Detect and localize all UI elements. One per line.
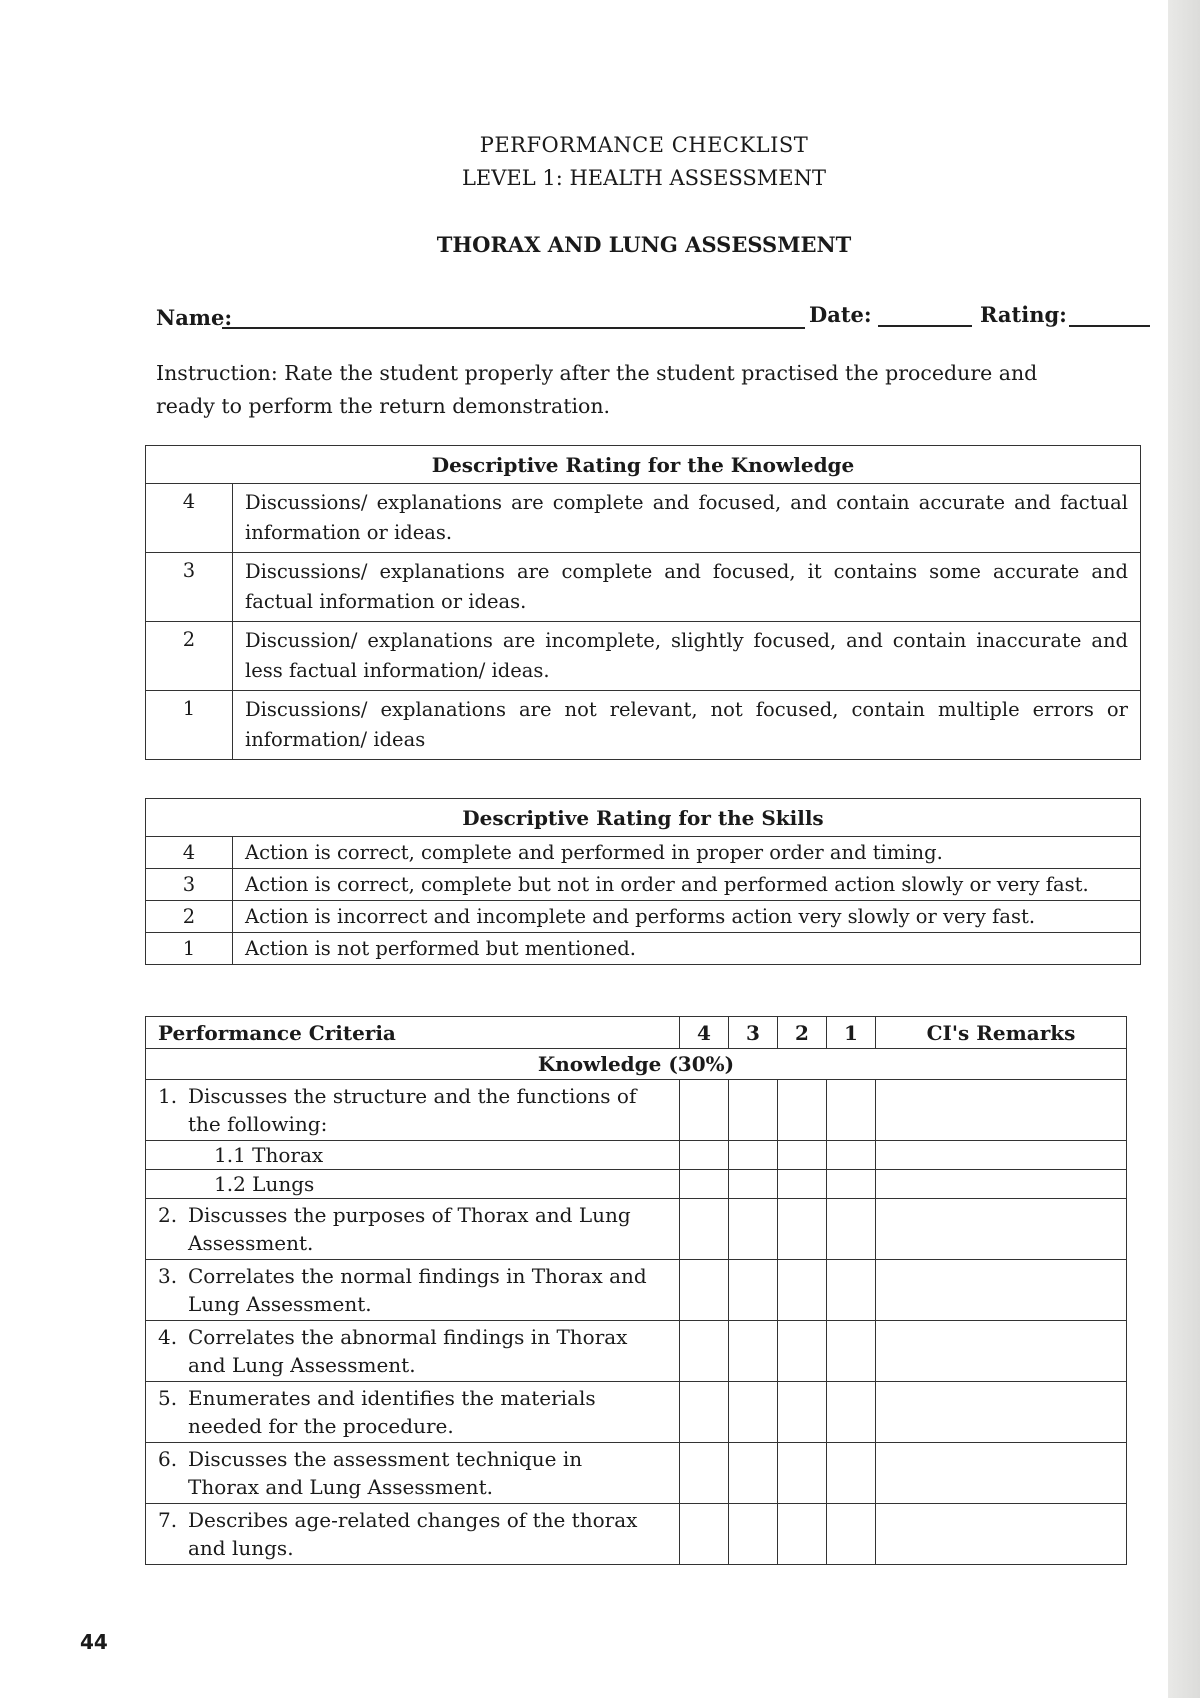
remarks-cell[interactable] [876, 1080, 1127, 1141]
score-cell-1[interactable] [827, 1199, 876, 1260]
knowledge-rating-row [146, 622, 1141, 691]
date-label: Date: [809, 302, 872, 327]
page-number: 44 [80, 1630, 108, 1654]
score-cell-2[interactable] [778, 1199, 827, 1260]
rating-description: Discussions/ explanations are complete and focused, it contains some accurate and factual information or ideas. [233, 553, 1141, 622]
score-cell-3[interactable] [729, 1504, 778, 1565]
criteria-number: 6. [158, 1447, 178, 1471]
score-cell-3[interactable] [729, 1443, 778, 1504]
rating-score: 3 [146, 553, 233, 622]
score-cell-1[interactable] [827, 1382, 876, 1443]
remarks-cell[interactable] [876, 1504, 1127, 1565]
rating-score: 1 [146, 933, 233, 965]
score-cell-3[interactable] [729, 1170, 778, 1199]
score-cell-3[interactable] [729, 1080, 778, 1141]
knowledge-rating-table [145, 445, 1141, 760]
skills-rating-row [146, 837, 1141, 869]
remarks-cell[interactable] [876, 1199, 1127, 1260]
criteria-item-row [146, 1504, 1127, 1565]
criteria-item [146, 1382, 680, 1443]
remarks-cell[interactable] [876, 1170, 1127, 1199]
score-cell-3[interactable] [729, 1199, 778, 1260]
score-cell-4[interactable] [680, 1321, 729, 1382]
criteria-item [146, 1080, 680, 1141]
score-cell-3[interactable] [729, 1141, 778, 1170]
score-header-2: 2 [778, 1017, 827, 1049]
knowledge-rating-row [146, 484, 1141, 553]
score-cell-2[interactable] [778, 1382, 827, 1443]
rating-score: 4 [146, 484, 233, 553]
score-cell-4[interactable] [680, 1080, 729, 1141]
name-label: Name: [156, 305, 233, 330]
rating-score: 2 [146, 622, 233, 691]
skills-rating-row [146, 933, 1141, 965]
criteria-item [146, 1443, 680, 1504]
score-header-4: 4 [680, 1017, 729, 1049]
rating-description: Action is correct, complete but not in order and performed action slowly or very fast. [233, 869, 1141, 901]
remarks-header: CI's Remarks [876, 1017, 1127, 1049]
criteria-number: 5. [158, 1386, 178, 1410]
score-cell-2[interactable] [778, 1080, 827, 1141]
score-cell-4[interactable] [680, 1170, 729, 1199]
criteria-subitem: 1.1 Thorax [146, 1141, 680, 1170]
skills-rating-heading: Descriptive Rating for the Skills [146, 799, 1141, 837]
criteria-item-row [146, 1443, 1127, 1504]
remarks-cell[interactable] [876, 1321, 1127, 1382]
criteria-subitem-row [146, 1170, 1127, 1199]
score-cell-2[interactable] [778, 1170, 827, 1199]
criteria-item [146, 1504, 680, 1565]
rating-score: 4 [146, 837, 233, 869]
knowledge-rating-row [146, 691, 1141, 760]
criteria-number: 7. [158, 1508, 178, 1532]
rating-score: 3 [146, 869, 233, 901]
score-cell-4[interactable] [680, 1382, 729, 1443]
score-cell-1[interactable] [827, 1080, 876, 1141]
score-cell-4[interactable] [680, 1260, 729, 1321]
criteria-item-row [146, 1382, 1127, 1443]
instruction-text: Instruction: Rate the student properly after the student practised the procedure and ready to perform the return demonstration. [156, 361, 1038, 418]
criteria-text: Discusses the assessment technique in Thorax and Lung Assessment. [188, 1447, 583, 1499]
skills-rating-table [145, 798, 1141, 965]
remarks-cell[interactable] [876, 1260, 1127, 1321]
criteria-number: 4. [158, 1325, 178, 1349]
rating-score: 2 [146, 901, 233, 933]
score-cell-2[interactable] [778, 1321, 827, 1382]
score-cell-2[interactable] [778, 1260, 827, 1321]
criteria-number: 3. [158, 1264, 178, 1288]
rating-score: 1 [146, 691, 233, 760]
knowledge-rating-heading: Descriptive Rating for the Knowledge [146, 446, 1141, 484]
score-cell-1[interactable] [827, 1141, 876, 1170]
checklist-heading: PERFORMANCE CHECKLIST [479, 133, 809, 157]
criteria-number: 1. [158, 1084, 178, 1108]
skills-rating-row [146, 869, 1141, 901]
remarks-cell[interactable] [876, 1141, 1127, 1170]
knowledge-section-row: Knowledge (30%) [146, 1049, 1127, 1080]
criteria-text: Discusses the purposes of Thorax and Lung Assessment. [188, 1203, 631, 1255]
knowledge-rating-row [146, 553, 1141, 622]
criteria-subitem-row [146, 1141, 1127, 1170]
criteria-text: Correlates the normal findings in Thorax and Lung Assessment. [188, 1264, 647, 1316]
document-title: THORAX AND LUNG ASSESSMENT [436, 232, 852, 257]
criteria-text: Enumerates and identifies the materials needed for the procedure. [188, 1386, 596, 1438]
score-cell-3[interactable] [729, 1321, 778, 1382]
score-cell-1[interactable] [827, 1260, 876, 1321]
rating-description: Action is not performed but mentioned. [233, 933, 1141, 965]
rating-description: Discussions/ explanations are complete and focused, and contain accurate and factual information or ideas. [233, 484, 1141, 553]
score-cell-2[interactable] [778, 1504, 827, 1565]
criteria-number: 2. [158, 1203, 178, 1227]
score-cell-3[interactable] [729, 1382, 778, 1443]
criteria-text: Describes age-related changes of the thorax and lungs. [188, 1508, 638, 1560]
score-cell-4[interactable] [680, 1504, 729, 1565]
score-cell-4[interactable] [680, 1141, 729, 1170]
rating-description: Discussions/ explanations are not relevant, not focused, contain multiple errors or information/ ideas [233, 691, 1141, 760]
name-line[interactable] [222, 327, 805, 329]
score-cell-2[interactable] [778, 1443, 827, 1504]
skills-rating-row [146, 901, 1141, 933]
rating-label: Rating: [980, 302, 1067, 327]
score-cell-2[interactable] [778, 1141, 827, 1170]
criteria-item [146, 1321, 680, 1382]
criteria-item [146, 1260, 680, 1321]
performance-criteria-table [145, 1016, 1127, 1565]
date-line[interactable] [878, 325, 972, 327]
rating-description: Action is incorrect and incomplete and performs action very slowly or very fast. [233, 901, 1141, 933]
criteria-subitem: 1.2 Lungs [146, 1170, 680, 1199]
score-cell-1[interactable] [827, 1443, 876, 1504]
score-cell-1[interactable] [827, 1321, 876, 1382]
criteria-item-row [146, 1199, 1127, 1260]
criteria-text: Discusses the structure and the functions of the following: [188, 1084, 637, 1136]
criteria-item-row [146, 1260, 1127, 1321]
criteria-item [146, 1199, 680, 1260]
remarks-cell[interactable] [876, 1443, 1127, 1504]
remarks-cell[interactable] [876, 1382, 1127, 1443]
criteria-header: Performance Criteria [146, 1017, 680, 1049]
score-header-1: 1 [827, 1017, 876, 1049]
score-cell-1[interactable] [827, 1504, 876, 1565]
score-cell-3[interactable] [729, 1260, 778, 1321]
criteria-text: Correlates the abnormal findings in Thorax and Lung Assessment. [188, 1325, 628, 1377]
score-header-3: 3 [729, 1017, 778, 1049]
score-cell-4[interactable] [680, 1199, 729, 1260]
score-cell-4[interactable] [680, 1443, 729, 1504]
level-heading: LEVEL 1: HEALTH ASSESSMENT [461, 166, 827, 190]
score-cell-1[interactable] [827, 1170, 876, 1199]
criteria-item-row [146, 1321, 1127, 1382]
rating-description: Discussion/ explanations are incomplete, slightly focused, and contain inaccurate and less factual information/ ideas. [233, 622, 1141, 691]
rating-description: Action is correct, complete and performed in proper order and timing. [233, 837, 1141, 869]
rating-line[interactable] [1069, 325, 1150, 327]
criteria-item-row [146, 1080, 1127, 1141]
